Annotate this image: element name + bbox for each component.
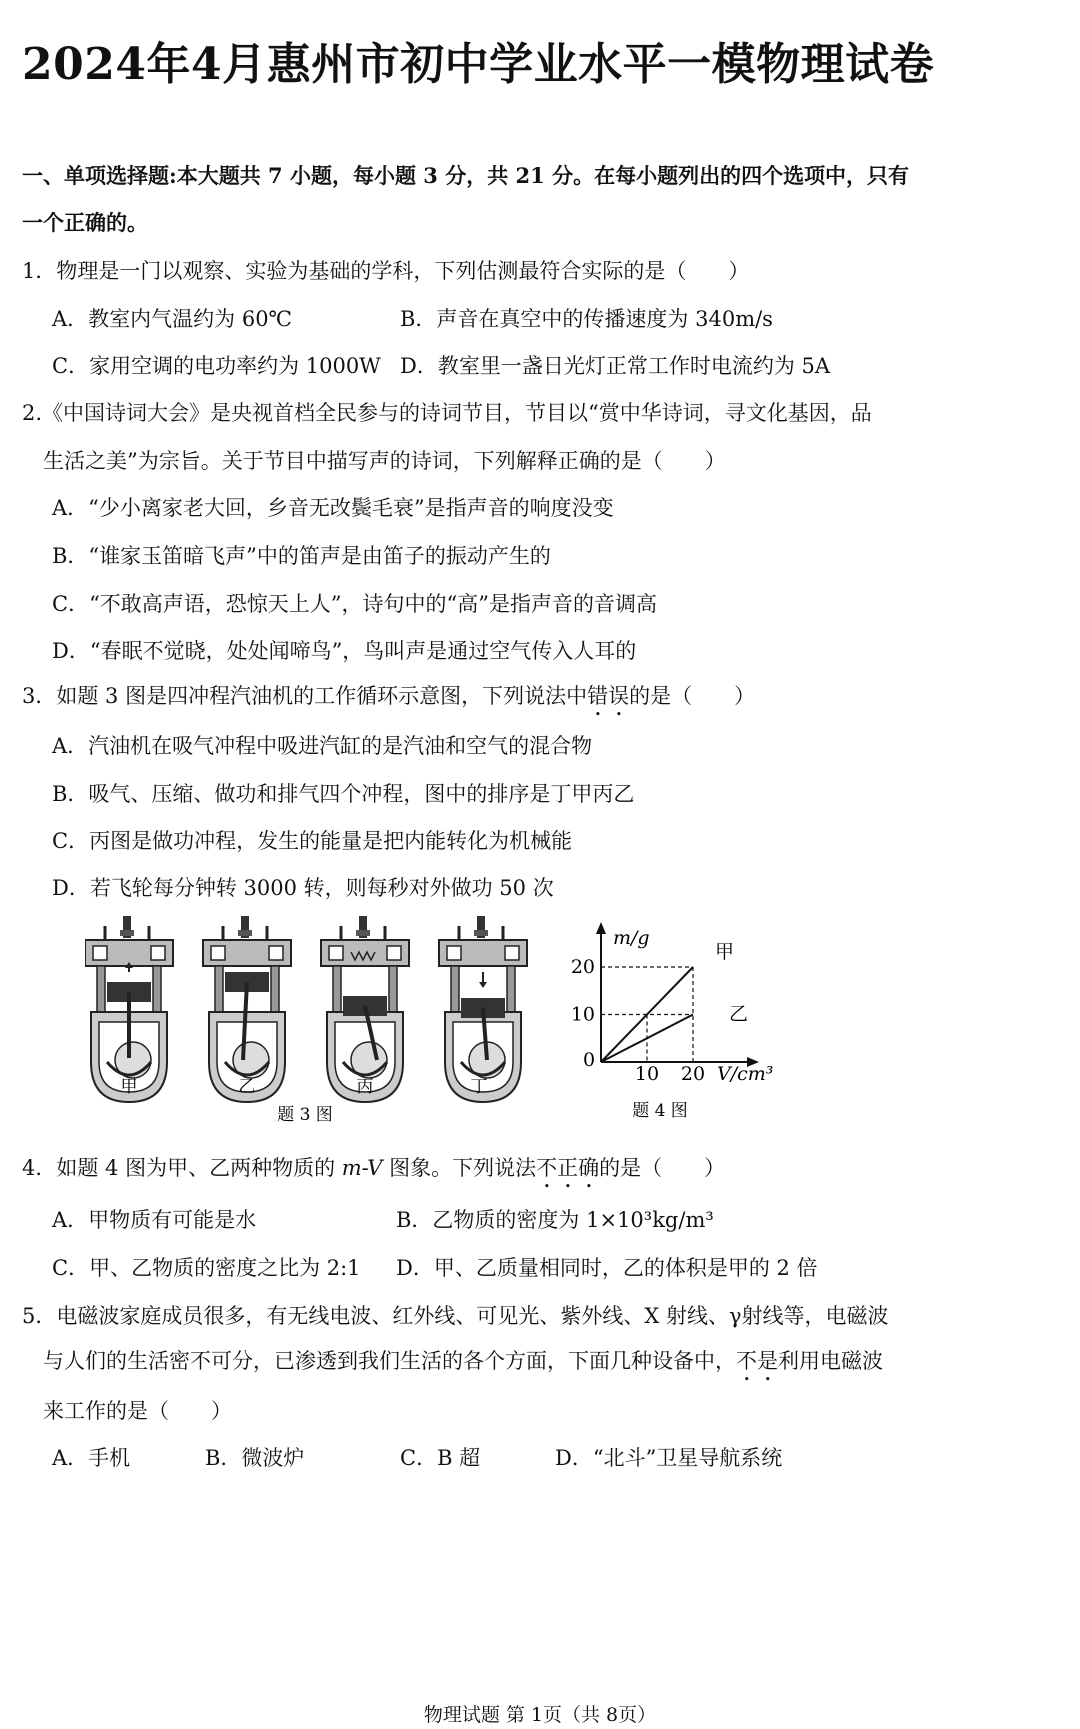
q5-option-c: C．B 超 (400, 1446, 481, 1470)
q5-stem-emphasis: 不是 (736, 1349, 778, 1373)
q1-option-c: C．家用空调的电功率约为 1000W (52, 354, 381, 378)
fig4-caption: 题 4 图 (632, 1101, 688, 1121)
fig4-x-axis-label: V/cm³ (717, 1063, 774, 1085)
fig4-x-tick-0: 10 (634, 1063, 660, 1085)
q5-option-d: D．“北斗”卫星导航系统 (555, 1446, 783, 1470)
q2-option-d: D．“春眠不觉晓，处处闻啼鸟”，鸟叫声是通过空气传入人耳的 (52, 639, 637, 663)
q3-option-a: A．汽油机在吸气冲程中吸进汽缸的是汽油和空气的混合物 (52, 734, 593, 758)
q2-stem-line1: 2.《中国诗词大会》是央视首档全民参与的诗词节目，节目以“赏中华诗词，寻文化基因，品 (22, 401, 872, 425)
fig3-label-bing: 丙 (356, 1077, 374, 1097)
page-footer: 物理试题 第 1页（共 8页） (423, 1704, 657, 1726)
q3-stem-pre: 3．如题 3 图是四冲程汽油机的工作循环示意图，下列说法中 (22, 684, 588, 708)
q5-stem-line2-post: 利用电磁波 (778, 1349, 883, 1373)
fig3-caption: 题 3 图 (277, 1105, 333, 1125)
q1-stem: 1．物理是一门以观察、实验为基础的学科，下列估测最符合实际的是（ ） (22, 259, 750, 283)
q4-stem-post: 的是（ ） (599, 1156, 726, 1180)
fig4-origin-label: 0 (583, 1049, 596, 1071)
q5-stem-line2 (43, 1345, 883, 1386)
q2-option-b: B．“谁家玉笛暗飞声”中的笛声是由笛子的振动产生的 (52, 544, 551, 568)
q2-option-c: C．“不敢高声语，恐惊天上人”，诗句中的“高”是指声音的音调高 (52, 592, 658, 616)
q3-option-b: B．吸气、压缩、做功和排气四个冲程，图中的排序是丁甲丙乙 (52, 782, 635, 806)
fig4-series-label-jia: 甲 (715, 941, 735, 963)
q4-stem (22, 1152, 725, 1193)
section-heading-line2: 一个正确的。 (22, 210, 148, 235)
page-title: 2024年4月惠州市初中学业水平一模物理试卷 (22, 39, 935, 90)
fig4-x-tick-1: 20 (680, 1063, 706, 1085)
fig3-label-yi: 乙 (238, 1077, 256, 1097)
q5-stem-line1: 5．电磁波家庭成员很多，有无线电波、红外线、可见光、紫外线、X 射线、γ射线等，电磁波 (22, 1304, 889, 1328)
fig3-label-jia: 甲 (120, 1077, 138, 1097)
q5-option-b: B．微波炉 (205, 1446, 305, 1470)
q1-option-d: D．教室里一盏日光灯正常工作时电流约为 5A (400, 354, 831, 378)
q3-stem-emphasis: 错误 (587, 684, 630, 708)
q4-option-b: B．乙物质的密度为 1×10³kg/m³ (396, 1208, 714, 1232)
q1-option-b: B．声音在真空中的传播速度为 340m/s (400, 307, 773, 331)
q4-stem-pre: 4．如题 4 图为甲、乙两种物质的 (22, 1156, 342, 1180)
q4-option-a: A．甲物质有可能是水 (52, 1208, 257, 1232)
fig4-y-tick-0: 10 (570, 1003, 595, 1026)
figure-4-mv-graph (565, 920, 795, 1125)
q4-stem-italic: m-V (341, 1156, 383, 1180)
q4-option-c: C．甲、乙物质的密度之比为 2:1 (52, 1256, 361, 1280)
q2-option-a: A．“少小离家老大回，乡音无改鬓毛衰”是指声音的响度没变 (52, 496, 614, 520)
fig4-series-label-yi: 乙 (729, 1003, 749, 1025)
q2-stem-line2: 生活之美”为宗旨。关于节目中描写声的诗词，下列解释正确的是（ ） (43, 449, 726, 473)
fig3-label-ding: 丁 (470, 1077, 488, 1097)
q3-option-d: D．若飞轮每分钟转 3000 转，则每秒对外做功 50 次 (52, 876, 554, 900)
q4-option-d: D．甲、乙质量相同时，乙的体积是甲的 2 倍 (396, 1256, 818, 1280)
q5-stem-line2-pre: 与人们的生活密不可分，已渗透到我们生活的各个方面，下面几种设备中， (43, 1349, 736, 1373)
section-heading-line1: 一、单项选择题:本大题共 7 小题，每小题 3 分，共 21 分。在每小题列出的四个选项中，只有 (22, 163, 910, 188)
q3-stem (22, 680, 755, 721)
fig4-y-tick-1: 20 (570, 956, 595, 978)
q5-stem-line3: 来工作的是（ ） (43, 1399, 232, 1423)
q3-option-c: C．丙图是做功冲程，发生的能量是把内能转化为机械能 (52, 829, 573, 853)
q4-stem-emphasis: 不正确 (536, 1156, 600, 1180)
q4-stem-mid: 图象。下列说法 (382, 1156, 537, 1180)
q5-option-a: A．手机 (52, 1446, 131, 1470)
figure-3-engine-strokes (85, 912, 565, 1127)
q3-stem-post: 的是（ ） (629, 684, 756, 708)
fig4-y-axis-label: m/g (613, 927, 650, 949)
q1-option-a: A．教室内气温约为 60℃ (52, 307, 293, 331)
